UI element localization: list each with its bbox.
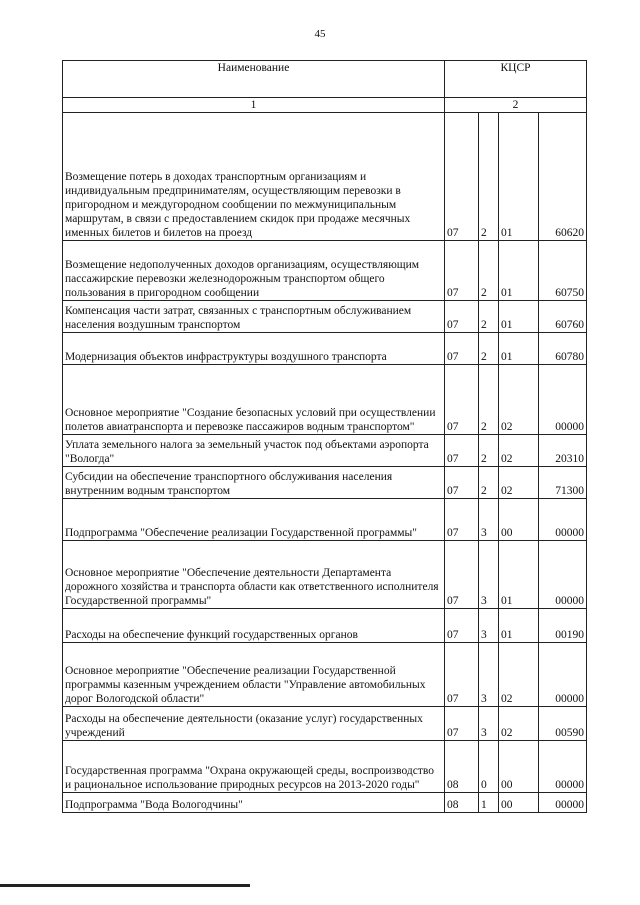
code-part-3-cell: 00 [499,741,539,793]
row-name-cell: Расходы на обеспечение деятельности (оказание услуг) государственных учреждений [63,707,445,741]
code-part-4-cell: 60760 [539,301,587,333]
code-part-1-cell: 07 [445,241,479,301]
row-name-cell: Компенсация части затрат, связанных с транспортным обслуживанием населения воздушным транспортом [63,301,445,333]
row-name-cell: Возмещение недополученных доходов организациям, осуществляющим пассажирские перевозки железнодорожным транспортом общего пользования в пригородном сообщении [63,241,445,301]
budget-classification-table [62,60,587,813]
code-part-3-cell: 02 [499,365,539,435]
row-name-cell: Субсидии на обеспечение транспортного обслуживания населения внутренним водным транспортом [63,467,445,499]
table-row [63,499,587,541]
table-row [63,541,587,609]
code-part-2-cell: 2 [479,113,499,241]
code-part-3-cell: 01 [499,241,539,301]
code-part-2-cell: 3 [479,609,499,643]
column-number-name: 1 [63,98,445,113]
column-header-code: КЦСР [445,61,587,98]
code-part-4-cell: 00000 [539,365,587,435]
table-row [63,467,587,499]
row-name-cell: Возмещение потерь в доходах транспортным организациям и индивидуальным предпринимателям, осуществляющим перевозки в пригородном и междугородном сообщении по межмуниципальным маршрутам, в связи с предоставлением скидок при продаже месячных именных билетов и билетов на проезд [63,113,445,241]
code-part-2-cell: 1 [479,793,499,813]
table-row [63,741,587,793]
code-part-4-cell: 00000 [539,793,587,813]
code-part-1-cell: 07 [445,541,479,609]
code-part-1-cell: 07 [445,707,479,741]
row-name-cell: Подпрограмма "Обеспечение реализации Государственной программы" [63,499,445,541]
code-part-3-cell: 01 [499,333,539,365]
table-row [63,707,587,741]
code-part-1-cell: 07 [445,643,479,707]
code-part-4-cell: 60750 [539,241,587,301]
code-part-2-cell: 2 [479,365,499,435]
code-part-2-cell: 3 [479,499,499,541]
code-part-3-cell: 00 [499,793,539,813]
code-part-3-cell: 01 [499,113,539,241]
code-part-2-cell: 2 [479,435,499,467]
code-part-4-cell: 00000 [539,499,587,541]
row-name-cell: Модернизация объектов инфраструктуры воздушного транспорта [63,333,445,365]
code-part-3-cell: 02 [499,643,539,707]
table-row [63,333,587,365]
code-part-3-cell: 01 [499,541,539,609]
code-part-3-cell: 02 [499,707,539,741]
code-part-4-cell: 60780 [539,333,587,365]
code-part-1-cell: 07 [445,333,479,365]
code-part-4-cell: 00190 [539,609,587,643]
code-part-2-cell: 2 [479,333,499,365]
code-part-1-cell: 07 [445,113,479,241]
page-bottom-rule [0,884,250,887]
code-part-4-cell: 00000 [539,541,587,609]
row-name-cell: Государственная программа "Охрана окружающей среды, воспроизводство и рациональное использование природных ресурсов на 2013-2020 годы" [63,741,445,793]
code-part-1-cell: 07 [445,467,479,499]
code-part-4-cell: 71300 [539,467,587,499]
table-row [63,643,587,707]
row-name-cell: Основное мероприятие "Обеспечение реализации Государственной программы казенным учреждением области "Управление автомобильных дорог Вологодской области" [63,643,445,707]
code-part-4-cell: 00000 [539,741,587,793]
code-part-3-cell: 01 [499,301,539,333]
code-part-1-cell: 07 [445,301,479,333]
table-numbering-row [63,98,587,113]
table-row [63,609,587,643]
table-row [63,793,587,813]
table-row [63,241,587,301]
code-part-2-cell: 0 [479,741,499,793]
code-part-3-cell: 02 [499,467,539,499]
code-part-1-cell: 07 [445,435,479,467]
table-row [63,435,587,467]
code-part-2-cell: 3 [479,707,499,741]
row-name-cell: Основное мероприятие "Обеспечение деятельности Департамента дорожного хозяйства и транспорта области как ответственного исполнителя Государственной программы" [63,541,445,609]
column-number-code: 2 [445,98,587,113]
row-name-cell: Уплата земельного налога за земельный участок под объектами аэропорта "Вологда" [63,435,445,467]
column-header-name: Наименование [63,61,445,98]
code-part-1-cell: 07 [445,499,479,541]
code-part-1-cell: 08 [445,793,479,813]
table-header-row [63,61,587,98]
table-row [63,113,587,241]
row-name-cell: Основное мероприятие "Создание безопасных условий при осуществлении полетов авиатранспорта и перевозке пассажиров водным транспортом" [63,365,445,435]
row-name-cell: Расходы на обеспечение функций государственных органов [63,609,445,643]
table-row [63,365,587,435]
code-part-3-cell: 02 [499,435,539,467]
code-part-3-cell: 01 [499,609,539,643]
page-number: 45 [314,28,326,40]
code-part-1-cell: 07 [445,365,479,435]
code-part-2-cell: 2 [479,301,499,333]
code-part-1-cell: 08 [445,741,479,793]
code-part-4-cell: 00000 [539,643,587,707]
code-part-4-cell: 00590 [539,707,587,741]
code-part-4-cell: 20310 [539,435,587,467]
code-part-2-cell: 2 [479,467,499,499]
code-part-3-cell: 00 [499,499,539,541]
code-part-2-cell: 2 [479,241,499,301]
table-row [63,301,587,333]
code-part-4-cell: 60620 [539,113,587,241]
code-part-2-cell: 3 [479,541,499,609]
row-name-cell: Подпрограмма "Вода Вологодчины" [63,793,445,813]
code-part-2-cell: 3 [479,643,499,707]
code-part-1-cell: 07 [445,609,479,643]
